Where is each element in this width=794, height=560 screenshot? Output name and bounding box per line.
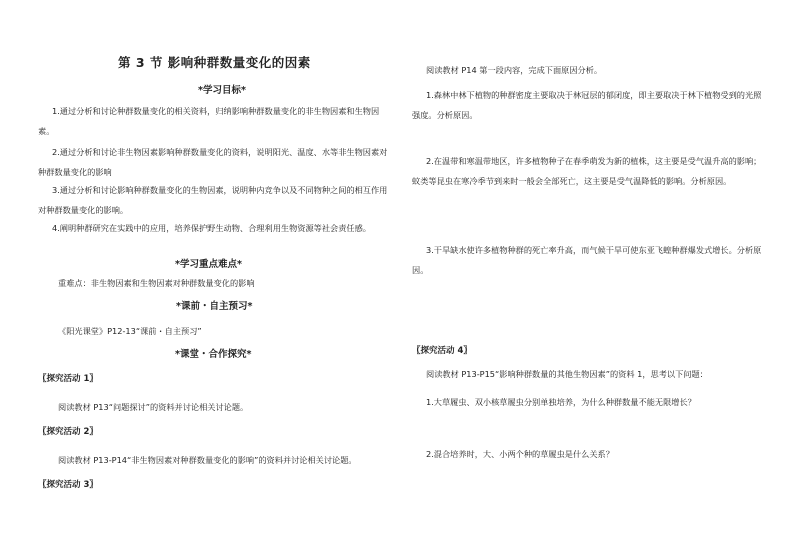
question-1: 1.森林中林下植物的种群密度主要取决于林冠层的郁闭度，即主要取决于林下植物受到的光照强度。分析原因。 (412, 90, 762, 120)
activity-4-question-1: 1.大草履虫、双小核草履虫分别单独培养，为什么种群数量不能无限增长？ (426, 397, 696, 407)
intro-text: 阅读教材 P14 第一段内容，完成下面原因分析。 (426, 65, 603, 75)
key-text: 重难点：非生物因素和生物因素对种群数量变化的影响 (58, 278, 255, 288)
objective-2: 2.通过分析和讨论非生物因素影响种群数量变化的资料，说明阳光、温度、水等非生物因素对种群数量变化的影响 (38, 147, 388, 177)
activity-2-text: 阅读教材 P13-P14“非生物因素对种群数量变化的影响”的资料并讨论相关讨论题。 (58, 455, 357, 465)
objectives-heading: *学习目标* (198, 85, 246, 96)
activity-4-text: 阅读教材 P13-P15“影响种群数量的其他生物因素”的资料 1，思考以下问题： (426, 369, 708, 379)
objective-1: 1.通过分析和讨论种群数量变化的相关资料，归纳影响种群数量变化的非生物因素和生物因素。 (38, 106, 380, 136)
activity-1-text: 阅读教材 P13“问题探讨”的资料并讨论相关讨论题。 (58, 402, 249, 412)
activity-4-question-2: 2.混合培养时，大、小两个种的草履虫是什么关系？ (426, 449, 614, 459)
pre-heading: *课前・自主预习* (176, 301, 253, 312)
key-heading: *学习重点难点* (175, 259, 242, 270)
activity-2-label: 〖探究活动 2〗 (38, 427, 98, 437)
activity-3-label: 〖探究活动 3〗 (38, 480, 98, 490)
question-2: 2.在温带和寒温带地区，许多植物种子在春季萌发为新的植株，这主要是受气温升高的影响；蚊类等昆虫在寒冷季节到来时一般会全部死亡，这主要是受气温降低的影响。分析原因。 (412, 156, 762, 186)
question-3: 3.干旱缺水使许多植物种群的死亡率升高，而气候干旱可使东亚飞蝗种群爆发式增长。分析原因。 (412, 245, 762, 275)
activity-1-label: 〖探究活动 1〗 (38, 374, 98, 384)
activity-4-label: 〖探究活动 4〗 (412, 346, 472, 356)
section-title: 第 3 节 影响种群数量变化的因素 (118, 55, 311, 70)
pre-text: 《阳光课堂》P12-13“课前・自主预习” (58, 326, 202, 336)
objective-3: 3.通过分析和讨论影响种群数量变化的生物因素，说明种内竞争以及不同物种之间的相互作用对种群数量变化的影响。 (38, 185, 388, 215)
objective-4: 4.阐明种群研究在实践中的应用，培养保护野生动物、合理利用生物资源等社会责任感。 (52, 223, 371, 233)
class-heading: *课堂・合作探究* (175, 349, 252, 360)
